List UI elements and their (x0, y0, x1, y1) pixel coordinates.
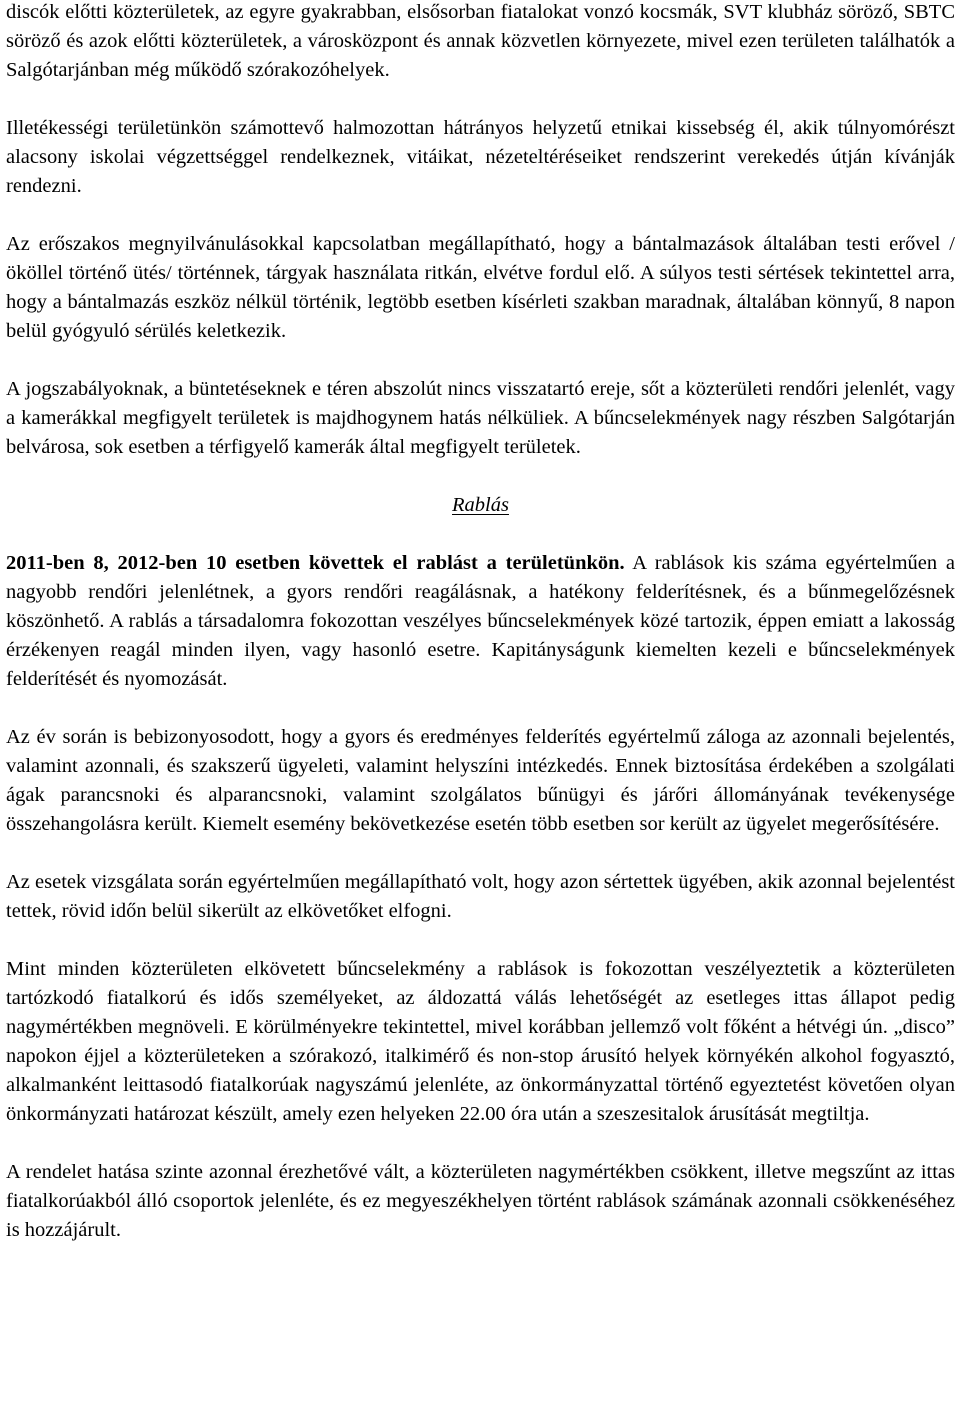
robbery-count-highlight: 2011-ben 8, 2012-ben 10 esetben követtek el rablást a területünkön. (6, 552, 625, 574)
paragraph-public-space-crime: Mint minden közterületen elkövetett bűncselekmény a rablások is fokozottan veszélyeztetik a közterületen tartózkodó fiatalkorú és idős személyeket, az áldozattá válás lehetőségét az esetleges ittas állapot pedig nagymértékben megnöveli. E körülményekre tekintettel, mivel korábban jellemző volt főként a hétvégi ún. „disco” napokon éjjel a közterületeken a szórakozó, italkimérő és non-stop árusító helyek környékén alkohol fogyasztó, alkalmanként leittasodó fiatalkorúak nagyszámú jelenléte, az önkormányzattal történő egyeztetést követően olyan önkormányzati határozat készült, amely ezen helyeken 22.00 óra után a szeszesitalok árusítását megtiltja. (6, 958, 955, 1125)
paragraph-fast-detection: Az év során is bebizonyosodott, hogy a gyors és eredményes felderítés egyértelmű záloga az azonnali bejelentés, valamint azonnali, és szakszerű ügyeleti, valamint helyszíni intézkedés. Ennek biztosítása érdekében a szolgálati ágak parancsnoki és alparancsnoki, valamint szolgálatos bűnügyi és járőri állományának tevékenysége összehangolásra került. Kiemelt esemény bekövetkezése esetén több esetben sor került az ügyelet megerősítésére. (6, 726, 955, 835)
paragraph-entertainment-venues: discók előtti közterületek, az egyre gyakrabban, elsősorban fiatalokat vonzó kocsmák, SVT klubház söröző, SBTC söröző és azok előtti közterületek, a városközpont és annak közvetlen környezete, mivel ezen területen találhatók a Salgótarjánban még működő szórakozóhelyek. (6, 1, 955, 81)
paragraph-violent-acts: Az erőszakos megnyilvánulásokkal kapcsolatban megállapítható, hogy a bántalmazások általában testi erővel /ököllel történő ütés/ történnek, tárgyak használata ritkán, elvétve fordul elő. A súlyos testi sértések tekintettel arra, hogy a bántalmazás eszköz nélkül történik, legtöbb esetben kísérleti szakban maradnak, általában könnyű, 8 napon belül gyógyuló sérülés keletkezik. (6, 233, 955, 342)
paragraph-case-analysis: Az esetek vizsgálata során egyértelműen megállapítható volt, hogy azon sértettek ügyében, akik azonnal bejelentést tettek, rövid időn belül sikerült az elkövetőket elfogni. (6, 871, 955, 922)
paragraph-legislation-effect: A jogszabályoknak, a büntetéseknek e téren abszolút nincs visszatartó ereje, sőt a közterületi rendőri jelenlét, vagy a kamerákkal megfigyelt területek is majdhogynem hatás nélküliek. A bűncselekmények nagy részben Salgótarján belvárosa, sok esetben a térfigyelő kamerák által megfigyelt területek. (6, 378, 955, 458)
robbery-statistics-text: A rablások kis száma egyértelműen a nagyobb rendőri jelenlétnek, a gyors rendőri reagálásnak, a hatékony felderítésnek, és a bűnmegelőzésnek köszönhető. A rablás a társadalomra fokozottan veszélyes bűncselekmények közé tartozik, éppen emiatt a lakosság érzékenyen reagál minden ilyen, vagy hasonló esetre. Kapitányságunk kiemelten kezeli e bűncselekmények felderítését és nyomozását. (6, 552, 955, 690)
paragraph-robbery-statistics (6, 549, 955, 694)
section-heading-robbery: Rablás (452, 494, 509, 516)
paragraph-regulation-effect: A rendelet hatása szinte azonnal érezhetővé vált, a közterületen nagymértékben csökkent, illetve megszűnt az ittas fiatalkorúakból álló csoportok jelenléte, és ez megyeszékhelyen történt rablások számának azonnali csökkenéséhez is hozzájárult. (6, 1161, 955, 1241)
paragraph-ethnic-minority: Illetékességi területünkön számottevő halmozottan hátrányos helyzetű etnikai kissebség él, akik túlnyomórészt alacsony iskolai végzettséggel rendelkeznek, vitáikat, nézeteltéréseiket rendszerint verekedés útján kívánják rendezni. (6, 117, 955, 197)
